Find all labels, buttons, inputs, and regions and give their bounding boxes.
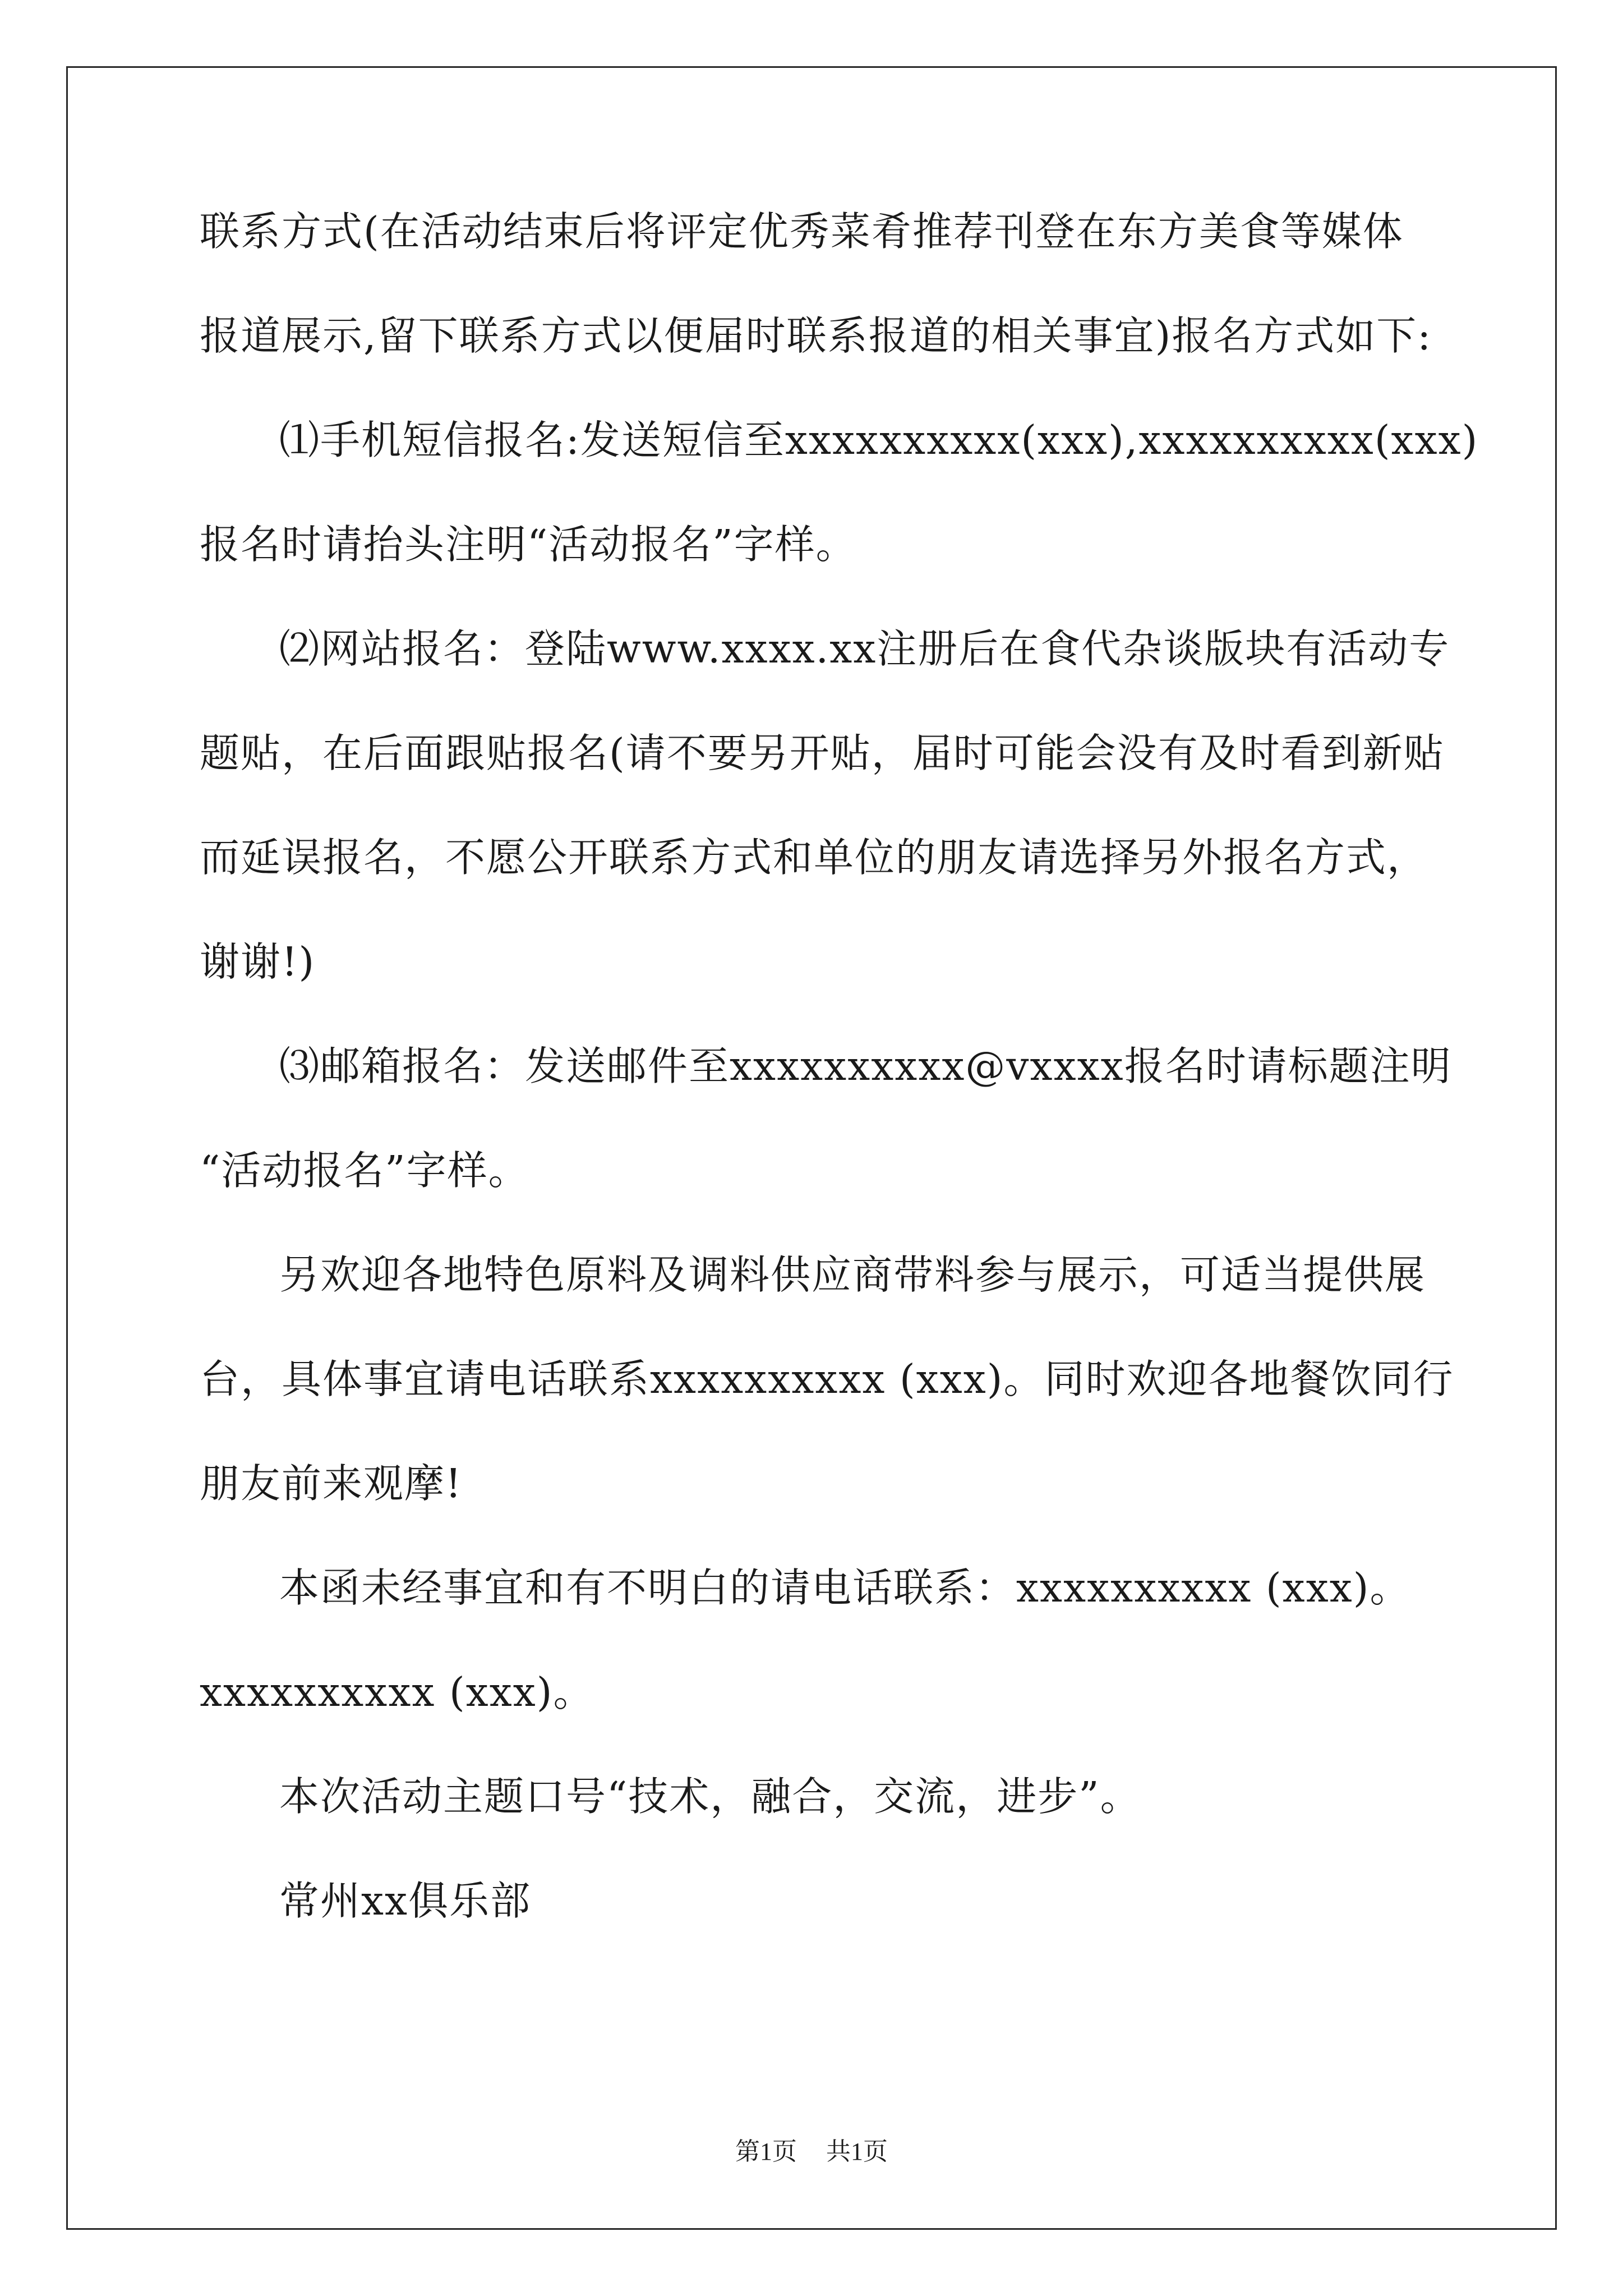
paragraph-line: xxxxxxxxxx (xxx)。	[200, 1669, 594, 1715]
paragraph-line: 本函未经事宜和有不明白的请电话联系：xxxxxxxxxx (xxx)。	[279, 1565, 1411, 1611]
paragraph-line: 联系方式(在活动结束后将评定优秀菜肴推荐刊登在东方美食等媒体	[200, 208, 1404, 255]
paragraph-line: 谢谢!)	[200, 938, 316, 985]
paragraph-line: 朋友前来观摩!	[200, 1460, 463, 1507]
signature-line: 常州xx俱乐部	[279, 1878, 532, 1924]
page-number: 第1页	[735, 2138, 797, 2165]
page-footer	[0, 2136, 1623, 2168]
paragraph-line: ⑶邮箱报名：发送邮件至xxxxxxxxxx@vxxxx报名时请标题注明	[279, 1043, 1452, 1089]
paragraph-line: ⑴手机短信报名:发送短信至xxxxxxxxxx(xxx),xxxxxxxxxx(xxx)	[279, 417, 1479, 463]
paragraph-line: 报道展示,留下联系方式以便届时联系报道的相关事宜)报名方式如下:	[200, 312, 1432, 359]
paragraph-line: 而延误报名，不愿公开联系方式和单位的朋友请选择另外报名方式，	[200, 834, 1428, 881]
paragraph-line: “活动报名”字样。	[200, 1147, 529, 1194]
paragraph-line: 题贴，在后面跟贴报名(请不要另开贴，届时可能会没有及时看到新贴	[200, 730, 1445, 776]
paragraph-line: 本次活动主题口号“技术，融合，交流，进步”。	[279, 1773, 1141, 1820]
paragraph-line: 台，具体事宜请电话联系xxxxxxxxxx (xxx)。同时欢迎各地餐饮同行	[200, 1356, 1454, 1402]
paragraph-line: 报名时请抬头注明“活动报名”字样。	[200, 521, 857, 568]
paragraph-line: ⑵网站报名：登陆www.xxxx.xx注册后在食代杂谈版块有活动专	[279, 625, 1450, 672]
page-total: 共1页	[826, 2138, 888, 2165]
paragraph-line: 另欢迎各地特色原料及调料供应商带料参与展示，可适当提供展	[279, 1251, 1426, 1298]
